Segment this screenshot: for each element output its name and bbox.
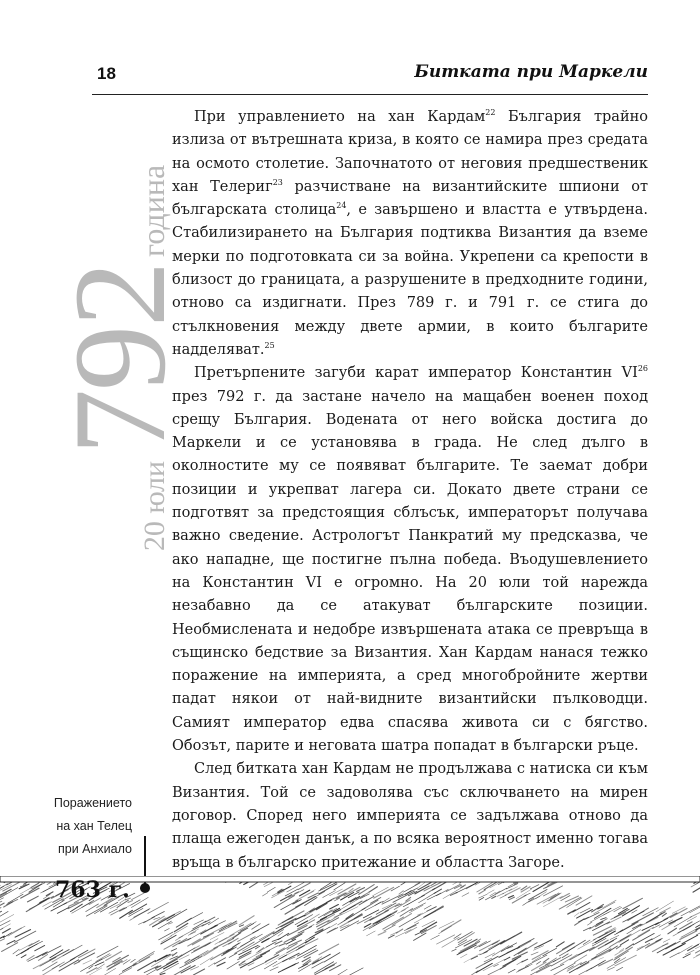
paragraph-text: При управлението на хан Кардам bbox=[194, 109, 486, 125]
paragraph-text: Претърпените загуби карат император Константин VI bbox=[194, 365, 638, 382]
paragraph-text: След битката хан Кардам не продължава с натиска си към Византия. Той се задоволява със сключването на мирен договор. Според него империята се задължава отново да плаща ежегоден данък, а по всяка вероятност именно тогава връща в българско притежание и областта Загоре. bbox=[172, 761, 648, 871]
footnote-ref: 24 bbox=[336, 201, 347, 211]
footnote-ref: 25 bbox=[264, 340, 275, 350]
side-note-line: при Анхиало bbox=[58, 842, 132, 856]
paragraph-text: през 792 г. да застане начело на мащабен военен поход срещу България. Водената от него войска достига до Маркели и се установява в града. Не след дълго в околностите му се появяват българите. Те заемат добри позиции и укрепват лагера си. Докато двете страни се подготвят за предстоящия сблъсък, императорът получава важно сведение. Астрологът Панкратий му предсказва, че ако нападне, ще постигне пълна победа. Въодушевлението на Константин VI е огромно. На 20 юли той нарежда незабавно да се атакуват българските позиции. Необмислената и недобре извършената атака се превръща в същинско бедствие за Византия. Хан Кардам нанася тежко поражение на империята, а сред многобройните жертви падат някои от най-видните византийски пълководци. Самият император едва спасява живота си с бягство. Обозът, парите и неговата шатра попадат в български ръце. bbox=[172, 388, 648, 755]
footnote-ref: 22 bbox=[485, 108, 496, 117]
side-date bbox=[46, 108, 193, 608]
body-text bbox=[172, 106, 648, 875]
page-number: 18 bbox=[97, 64, 116, 83]
paragraph bbox=[172, 758, 648, 874]
running-title: Битката при Маркели bbox=[414, 62, 648, 82]
side-date-day: 20 юли bbox=[138, 460, 171, 552]
header-rule bbox=[92, 94, 648, 95]
side-date-year: 792 bbox=[46, 262, 193, 455]
paragraph bbox=[172, 106, 648, 362]
side-note-line: на хан Телец bbox=[56, 819, 132, 833]
timeline-dot bbox=[140, 883, 150, 893]
footnote-ref: 23 bbox=[272, 177, 283, 187]
paragraph bbox=[172, 362, 648, 758]
paragraph-text: , е завършено и властта е утвърдена. Стабилизирането на България подтиква Византия да вземе мерки по подготовката си за война. Укрепени са крепости в близост до границата, а разрушените в предходните години, отново са издигнати. През 789 г. и 791 г. се стига до стълкновения между двете армии, в които българите надделяват. bbox=[172, 202, 648, 358]
side-note-line: Поражението bbox=[53, 796, 132, 810]
side-date-word: година bbox=[135, 164, 171, 257]
side-note bbox=[20, 792, 132, 861]
paragraph-text: България трайно излиза от вътрешната криза, в която се намира през средата на осмото столетие. Започнатото от неговия предшественик хан Телериг bbox=[172, 109, 648, 195]
footnote-ref: 26 bbox=[637, 364, 648, 374]
paragraph-text: разчистване на византийските шпиони от българската столица bbox=[172, 178, 648, 219]
timeline-date: 763 г. bbox=[55, 877, 130, 903]
